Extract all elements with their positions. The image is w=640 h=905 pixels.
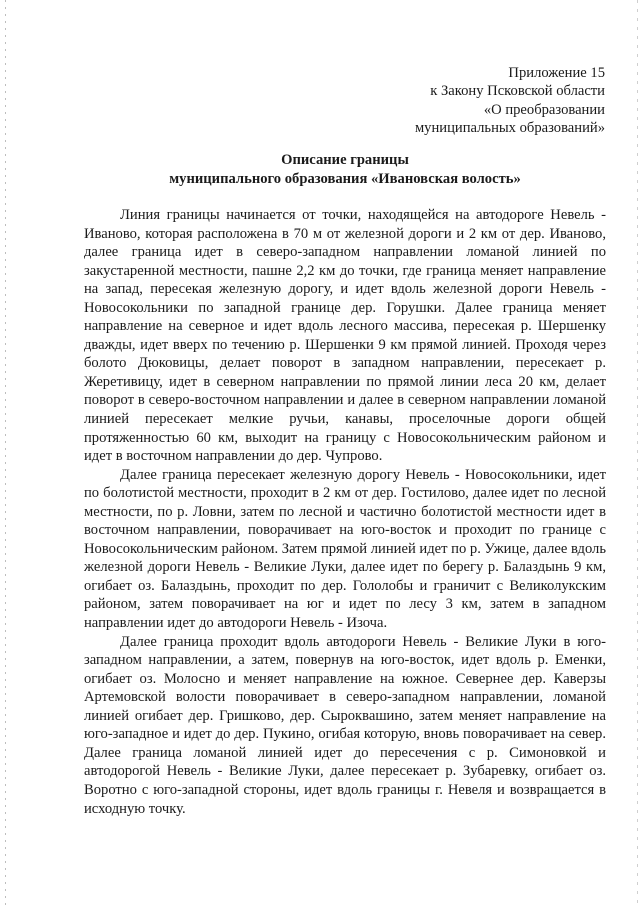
appendix-law-title-line2: муниципальных образований» (414, 120, 605, 137)
title-line-2: муниципального образования «Ивановская волость» (169, 170, 521, 187)
boundary-description (84, 206, 606, 818)
appendix-law-reference: к Закону Псковской области (430, 83, 605, 100)
appendix-law-title-line1: «О преобразовании (483, 101, 605, 118)
paragraph-2: Далее граница пересекает железную дорогу Невель - Новосокольники, идет по болотистой местности, проходит в 2 км от дер. Гостилово, далее идет по лесной местности, по р. Ловни, затем по лесной и частично болотистой местности идет в восточном направлении, поворачивает на юго-восток и проходит по границе с Новосокольническим районом. Затем прямой линией идет по р. Ужице, далее вдоль железной дороги Невель - Великие Луки, далее идет по берегу р. Балаздынь 9 км, огибает оз. Балаздынь, проходит по дер. Гололобы и граничит с Великолукским районом, затем поворачивает на юг и идет по лесу 3 км, затем в западном направлении идет до автодороги Невель - Изоча. (84, 466, 606, 632)
appendix-header (305, 64, 605, 138)
document-title (60, 151, 630, 188)
title-line-1: Описание границы (281, 152, 409, 168)
paragraph-1: Линия границы начинается от точки, находящейся на автодороге Невель - Иваново, которая расположена в 70 м от железной дороги и 2 км от дер. Иваново, далее граница идет в северо-западном направлении ломаной линией по закустаренной местности, пашне 2,2 км до точки, где граница меняет направление на запад, пересекая железную дорогу, и идет вдоль железной дороги Невель - Новосокольники по западной границе дер. Горушки. Далее граница меняет направление на северное и идет вдоль лесного массива, пересекая р. Шершенку дважды, идет вверх по течению р. Шершенки 9 км прямой линией. Проходя через болото Дюковицы, делает поворот в западном направлении, пересекает р. Жеретивицу, идет в северном направлении по прямой линии леса 20 км, делает поворот в северо-восточном направлении и далее в северном направлении ломаной линией пересекает мелкие ручьи, канавы, проселочные дороги общей протяженностью 60 км, выходит на границу с Новосокольническим районом и идет в восточном направлении до дер. Чупрово. (84, 207, 606, 465)
appendix-number: Приложение 15 (508, 65, 605, 81)
paragraph-3: Далее граница проходит вдоль автодороги Невель - Великие Луки в юго-западном направлении, а затем, повернув на юго-восток, идет вдоль р. Еменки, огибает оз. Молосно и меняет направление на южное. Севернее дер. Каверзы Артемовской волости поворачивает в северо-западном направлении, ломаной линией огибает дер. Гришково, дер. Сыроквашино, затем меняет направление на юго-западное и идет до дер. Пукино, огибая которую, вновь поворачивает на север. Далее граница ломаной линией идет до пересечения с р. Симоновкой и автодорогой Невель - Великие Луки, далее пересекает р. Зубаревку, огибает оз. Воротно с юго-западной стороны, идет вдоль границы г. Невеля и возвращается в исходную точку. (84, 633, 606, 817)
